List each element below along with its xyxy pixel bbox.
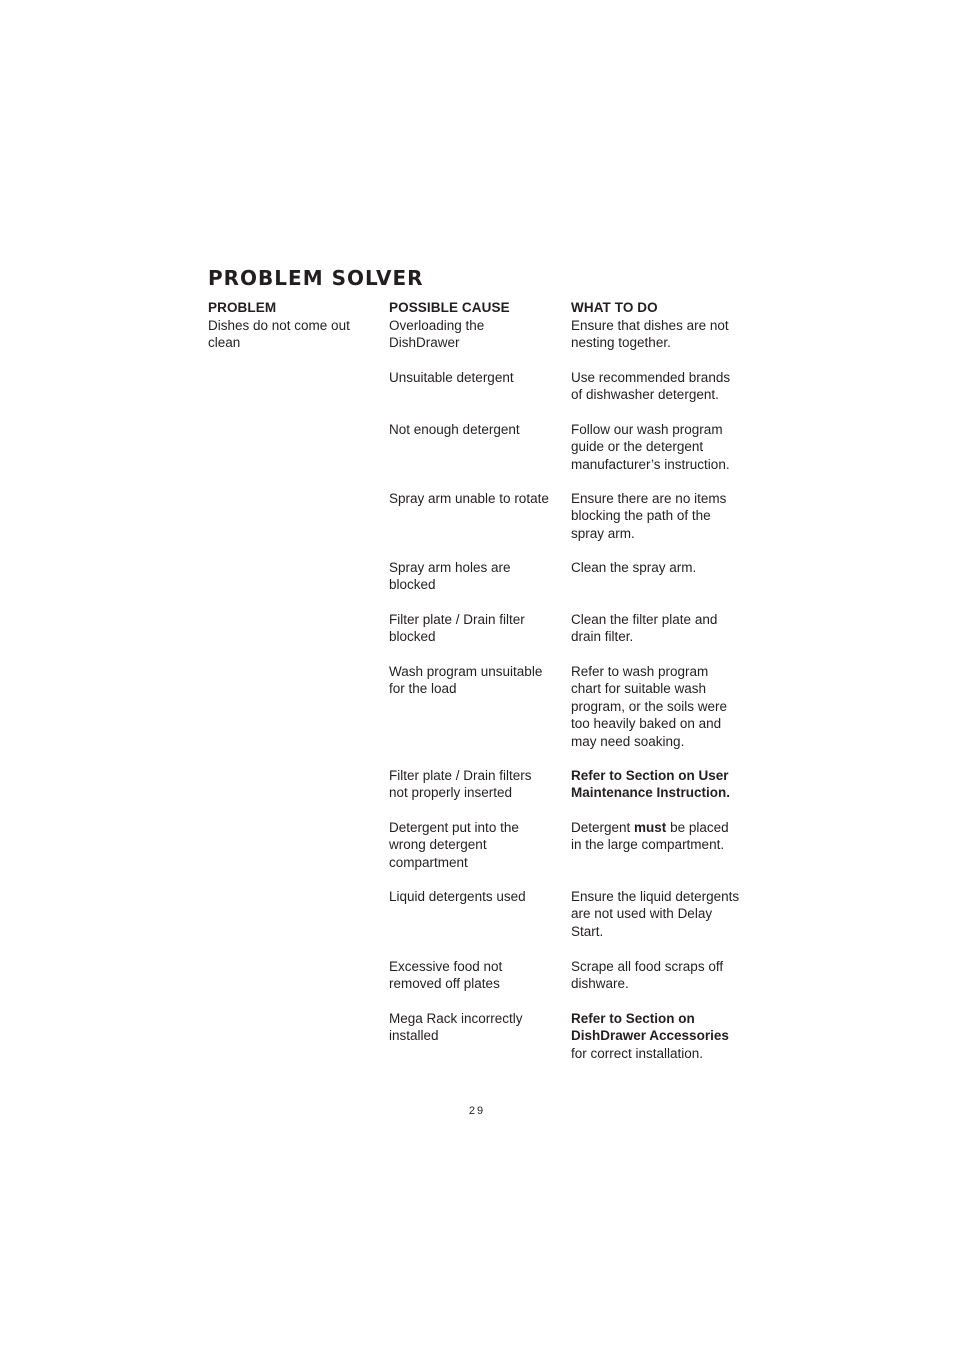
header-what-to-do: WHAT TO DO bbox=[571, 300, 658, 315]
remedy-text: Clean the spray arm. bbox=[571, 560, 697, 575]
cause-text: Spray arm holes are blocked bbox=[389, 560, 511, 593]
remedy-text-part: be placed in the large compartment. bbox=[571, 820, 729, 853]
remedy-text: Follow our wash program guide or the detergent manufacturer’s instruction. bbox=[571, 422, 730, 472]
header-possible-cause: POSSIBLE CAUSE bbox=[389, 300, 510, 315]
cause-text: Not enough detergent bbox=[389, 422, 520, 437]
cause-text: Detergent put into the wrong detergent compartment bbox=[389, 820, 519, 870]
cause-text: Overloading the DishDrawer bbox=[389, 318, 485, 351]
cause-text: Excessive food not removed off plates bbox=[389, 959, 503, 992]
problem-text: Dishes do not come out clean bbox=[208, 318, 350, 351]
page-number: 29 bbox=[468, 1105, 486, 1117]
cause-text: Unsuitable detergent bbox=[389, 370, 514, 385]
remedy-text: Clean the filter plate and drain filter. bbox=[571, 612, 718, 645]
cause-text: Filter plate / Drain filter blocked bbox=[389, 612, 525, 645]
remedy-text: Ensure the liquid detergents are not used with Delay Start. bbox=[571, 889, 740, 939]
cause-text: Liquid detergents used bbox=[389, 889, 526, 904]
page-title: PROBLEM SOLVER bbox=[208, 266, 424, 290]
remedy-text: Ensure that dishes are not nesting together. bbox=[571, 318, 729, 351]
cause-text: Wash program unsuitable for the load bbox=[389, 664, 543, 697]
cause-text: Spray arm unable to rotate bbox=[389, 491, 549, 506]
remedy-text: Refer to wash program chart for suitable wash program, or the soils were too heavily baked on and may need soaking. bbox=[571, 664, 728, 749]
remedy-text-part: Detergent bbox=[571, 820, 635, 835]
remedy-text-bold: Refer to Section on User Maintenance Instruction. bbox=[571, 768, 731, 801]
cause-text: Filter plate / Drain filters not properly inserted bbox=[389, 768, 532, 801]
remedy-text: Ensure there are no items blocking the path of the spray arm. bbox=[571, 491, 727, 541]
remedy-text-part: for correct installation. bbox=[571, 1045, 704, 1061]
remedy-text: Use recommended brands of dishwasher detergent. bbox=[571, 370, 731, 403]
header-problem: PROBLEM bbox=[208, 300, 277, 315]
cause-text: Mega Rack incorrectly installed bbox=[389, 1011, 523, 1044]
remedy-emphasis: must bbox=[634, 820, 667, 835]
remedy-text-bold: Refer to Section on DishDrawer Accessories bbox=[571, 1011, 729, 1044]
remedy-text bbox=[571, 1010, 729, 1062]
remedy-text: Scrape all food scraps off dishware. bbox=[571, 959, 724, 992]
remedy-text bbox=[571, 819, 729, 854]
